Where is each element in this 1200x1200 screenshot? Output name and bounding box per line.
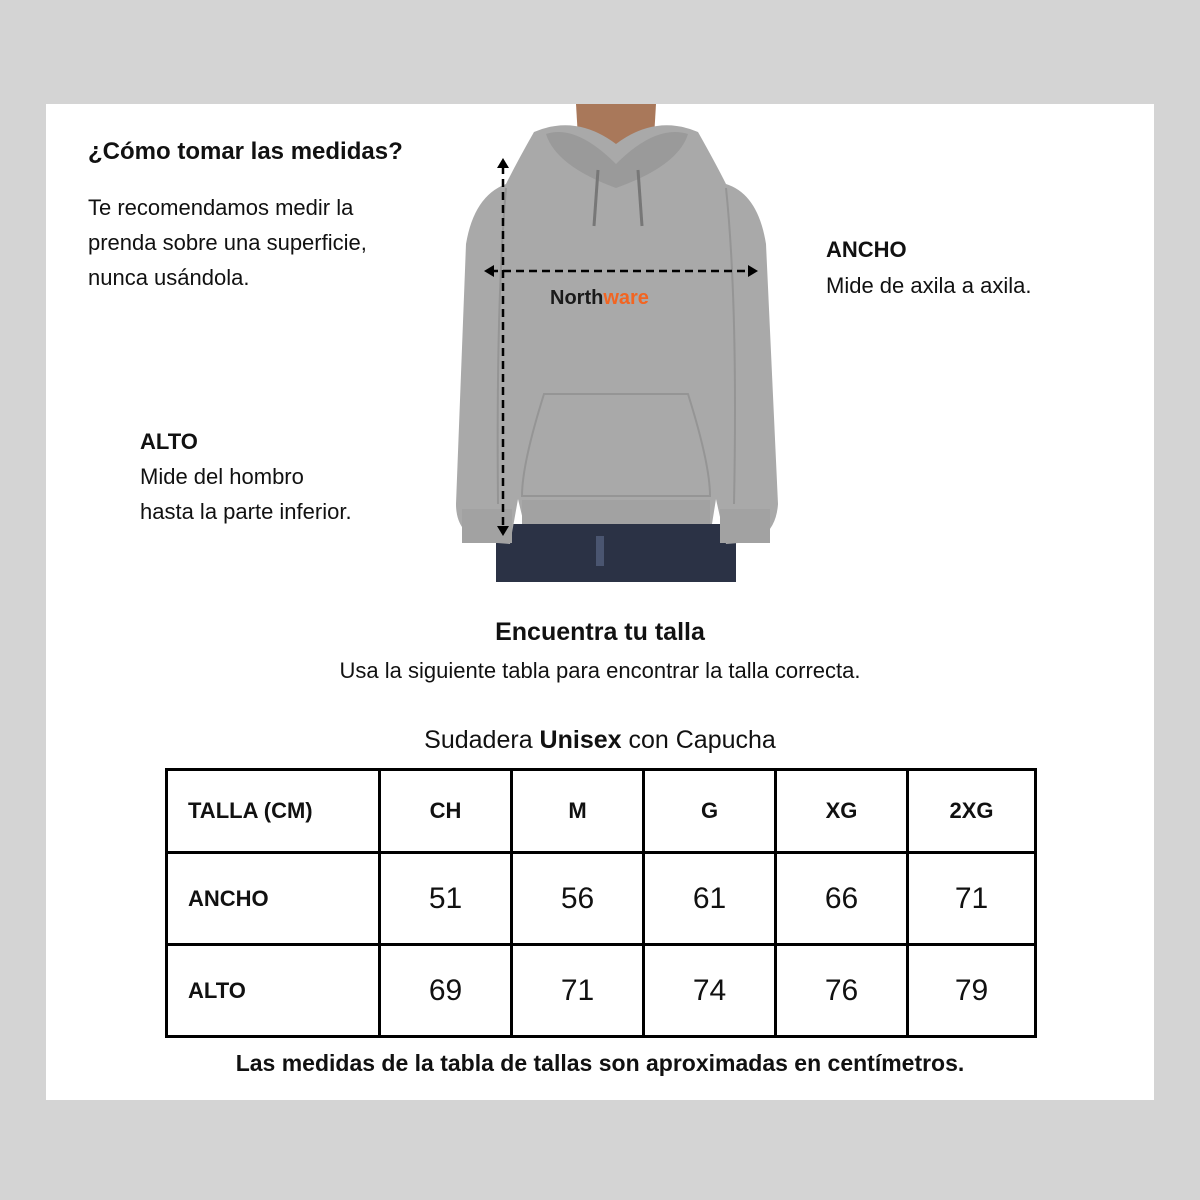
table-cell: 66 — [776, 853, 908, 945]
table-cell: 71 — [512, 945, 644, 1037]
header-cell: G — [644, 770, 776, 853]
caption-emphasis: Unisex — [539, 726, 622, 754]
size-table — [165, 768, 1037, 1038]
row-label: ANCHO — [167, 853, 380, 945]
hoodie-shape — [456, 125, 778, 544]
ancho-label: ANCHO — [826, 237, 907, 262]
howto-line: Te recomendamos medir la — [88, 195, 354, 220]
alto-label: ALTO — [140, 429, 198, 454]
table-cell: 51 — [380, 853, 512, 945]
brand-logo: Northware — [550, 287, 649, 309]
howto-title: ¿Cómo tomar las medidas? — [88, 138, 403, 165]
row-label: ALTO — [167, 945, 380, 1037]
table-row — [167, 945, 1036, 1037]
header-cell: 2XG — [908, 770, 1036, 853]
footnote: Las medidas de la tabla de tallas son aproximadas en centímetros. — [235, 1050, 965, 1076]
header-cell: CH — [380, 770, 512, 853]
caption-suffix: con Capucha — [621, 726, 776, 754]
hoodie-photo — [426, 104, 806, 582]
header-cell: M — [512, 770, 644, 853]
header-cell: TALLA (CM) — [167, 770, 380, 853]
alto-instructions — [140, 424, 352, 529]
howto-line: nunca usándola. — [88, 265, 250, 290]
find-size-title: Encuentra tu talla — [495, 618, 705, 646]
table-header-row — [167, 770, 1036, 853]
ancho-text: Mide de axila a axila. — [826, 273, 1032, 298]
size-guide-card — [46, 104, 1154, 1100]
table-cell: 74 — [644, 945, 776, 1037]
table-cell: 76 — [776, 945, 908, 1037]
table-cell: 79 — [908, 945, 1036, 1037]
table-caption — [46, 726, 1154, 755]
header-cell: XG — [776, 770, 908, 853]
table-cell: 61 — [644, 853, 776, 945]
howto-line: prenda sobre una superficie, — [88, 230, 367, 255]
find-size-subtitle: Usa la siguiente tabla para encontrar la talla correcta. — [339, 658, 861, 683]
table-row — [167, 853, 1036, 945]
alto-line: Mide del hombro — [140, 464, 304, 489]
table-cell: 69 — [380, 945, 512, 1037]
ancho-instructions — [826, 232, 1031, 304]
table-cell: 71 — [908, 853, 1036, 945]
caption-prefix: Sudadera — [424, 726, 540, 754]
jeans-shape — [496, 524, 736, 582]
alto-line: hasta la parte inferior. — [140, 499, 352, 524]
table-cell: 56 — [512, 853, 644, 945]
howto-instructions — [88, 190, 428, 295]
